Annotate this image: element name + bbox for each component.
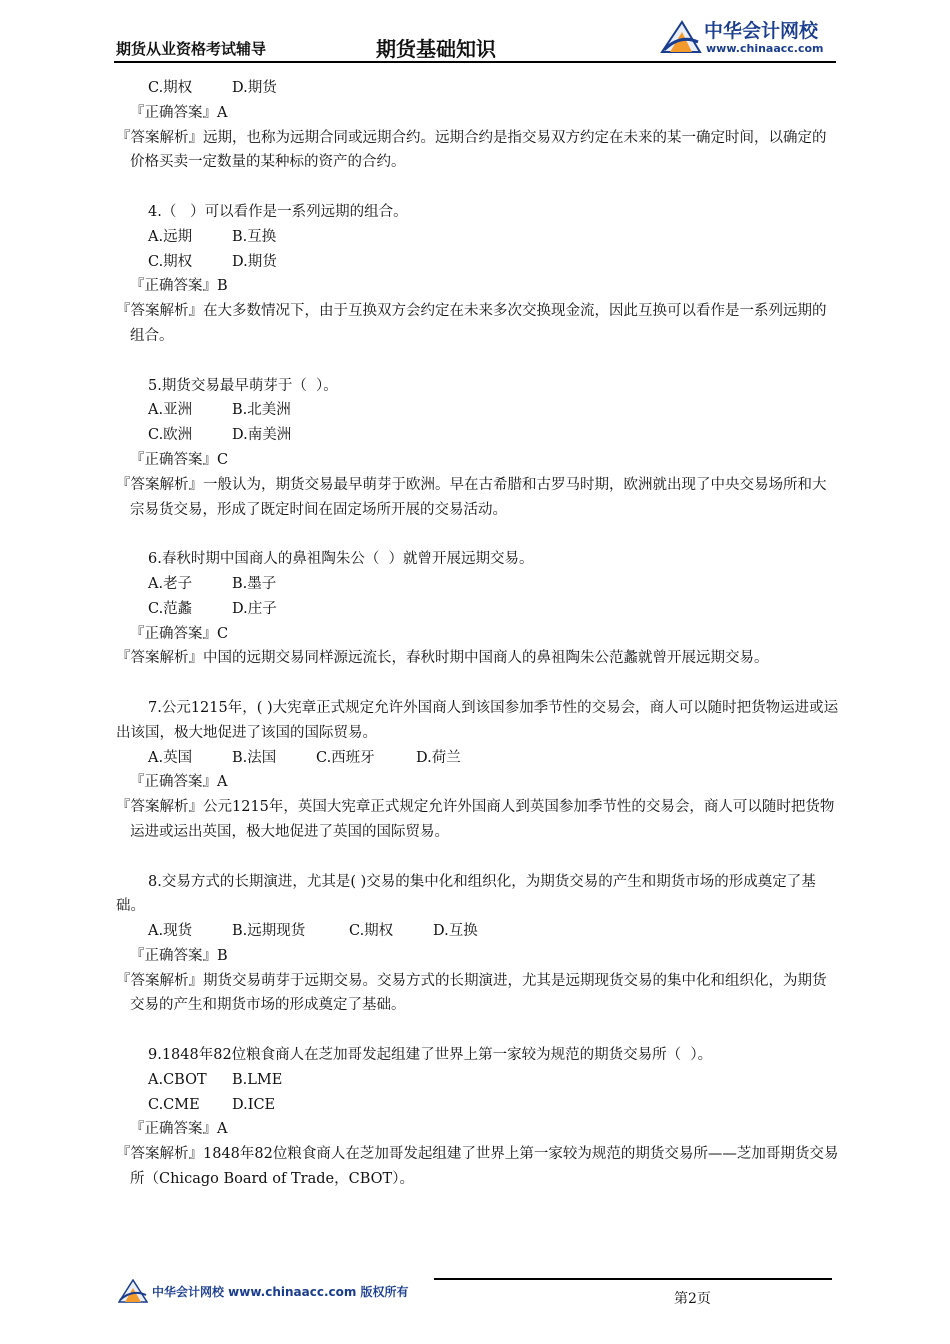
header-rule bbox=[114, 61, 836, 63]
option-row bbox=[116, 919, 840, 944]
page-header bbox=[0, 0, 950, 70]
logo-url: www.chinaacc.com bbox=[706, 42, 824, 55]
question-stem: 5.期货交易最早萌芽于（ ）。 bbox=[148, 377, 338, 394]
option: C.欧洲 bbox=[148, 427, 193, 444]
option-row bbox=[116, 572, 840, 597]
option: B.北美洲 bbox=[232, 402, 291, 419]
option: C.范蠡 bbox=[148, 600, 193, 617]
option: C.期权 bbox=[349, 923, 394, 940]
option: D.期货 bbox=[232, 253, 277, 270]
footer-rule bbox=[434, 1278, 832, 1280]
chinaacc-logo-icon bbox=[660, 20, 702, 54]
option: A.英国 bbox=[148, 749, 193, 766]
option-row bbox=[116, 1068, 840, 1093]
option: D.期货 bbox=[232, 80, 277, 96]
answer: 『正确答案』A bbox=[130, 774, 228, 791]
option: A.远期 bbox=[148, 228, 193, 245]
analysis: 『答案解析』1848年82位粮食商人在芝加哥发起组建了世界上第一家较为规范的期货交易所——芝加哥期货交易所（Chicago Board of Trade，CBOT）。 bbox=[116, 1146, 839, 1188]
logo-name: 中华会计网校 bbox=[704, 20, 819, 42]
option: B.墨子 bbox=[232, 575, 277, 592]
page-number: 第2页 bbox=[674, 1291, 711, 1307]
answer: 『正确答案』C bbox=[130, 451, 229, 468]
option-row bbox=[116, 746, 840, 771]
brand-logo bbox=[660, 14, 840, 60]
option: C.西班牙 bbox=[316, 749, 375, 766]
analysis: 『答案解析』中国的远期交易同样源远流长，春秋时期中国商人的鼻祖陶朱公范蠡就曾开展远期交易。 bbox=[116, 650, 769, 667]
option: C.期权 bbox=[148, 253, 193, 270]
answer: 『正确答案』B bbox=[130, 278, 228, 295]
question-stem: 7.公元1215年，( )大宪章正式规定允许外国商人到该国参加季节性的交易会，商人可以随时把货物运进或运出该国，极大地促进了该国的国际贸易。 bbox=[116, 699, 839, 741]
answer: 『正确答案』A bbox=[130, 1121, 228, 1138]
document-body bbox=[116, 76, 840, 1192]
answer: 『正确答案』A bbox=[130, 104, 228, 121]
answer: 『正确答案』C bbox=[130, 625, 229, 642]
option-row bbox=[116, 76, 840, 101]
option: D.ICE bbox=[232, 1096, 276, 1113]
chinaacc-logo-icon bbox=[118, 1279, 148, 1303]
option: B.互换 bbox=[232, 228, 277, 245]
analysis: 『答案解析』公元1215年，英国大宪章正式规定允许外国商人到英国参加季节性的交易会，商人可以随时把货物运进或运出英国，极大地促进了英国的国际贸易。 bbox=[116, 799, 835, 840]
subject-title: 期货基础知识 bbox=[376, 37, 496, 61]
question-stem: 9.1848年82位粮食商人在芝加哥发起组建了世界上第一家较为规范的期货交易所（ ）。 bbox=[148, 1047, 713, 1064]
option: B.远期现货 bbox=[232, 923, 306, 940]
analysis: 『答案解析』在大多数情况下，由于互换双方会约定在未来多次交换现金流，因此互换可以看作是一系列远期的组合。 bbox=[116, 303, 827, 344]
option: B.LME bbox=[232, 1071, 283, 1088]
option: A.CBOT bbox=[148, 1071, 207, 1088]
option: A.亚洲 bbox=[148, 402, 193, 419]
option-row bbox=[116, 423, 840, 448]
option: A.老子 bbox=[148, 575, 193, 592]
option-row bbox=[116, 597, 840, 622]
option: D.互换 bbox=[433, 923, 478, 940]
option: D.荷兰 bbox=[416, 749, 461, 766]
option-row bbox=[116, 398, 840, 423]
option: C.CME bbox=[148, 1096, 200, 1113]
option: B.法国 bbox=[232, 749, 277, 766]
option-row bbox=[116, 1093, 840, 1118]
option: D.庄子 bbox=[232, 600, 277, 617]
option-row bbox=[116, 225, 840, 250]
footer-copyright: 中华会计网校 www.chinaacc.com 版权所有 bbox=[152, 1285, 409, 1299]
option: D.南美洲 bbox=[232, 427, 292, 444]
answer: 『正确答案』B bbox=[130, 947, 228, 964]
analysis: 『答案解析』期货交易萌芽于远期交易。交易方式的长期演进，尤其是远期现货交易的集中化和组织化，为期货交易的产生和期货市场的形成奠定了基础。 bbox=[116, 972, 827, 1014]
question-stem: 6.春秋时期中国商人的鼻祖陶朱公（ ）就曾开展远期交易。 bbox=[148, 551, 534, 568]
analysis: 『答案解析』远期，也称为远期合同或远期合约。远期合约是指交易双方约定在未来的某一确定时间，以确定的价格买卖一定数量的某种标的资产的合约。 bbox=[116, 129, 827, 171]
option: C.期权 bbox=[148, 80, 193, 96]
question-stem: 4.（ ）可以看作是一系列远期的组合。 bbox=[148, 203, 408, 220]
exam-series-title: 期货从业资格考试辅导 bbox=[116, 40, 267, 58]
analysis: 『答案解析』一般认为，期货交易最早萌芽于欧洲。早在古希腊和古罗马时期，欧洲就出现了中央交易场所和大宗易货交易，形成了既定时间在固定场所开展的交易活动。 bbox=[116, 476, 827, 518]
option: A.现货 bbox=[148, 923, 193, 940]
option-row bbox=[116, 250, 840, 275]
question-stem: 8.交易方式的长期演进，尤其是( )交易的集中化和组织化，为期货交易的产生和期货市场的形成奠定了基础。 bbox=[116, 873, 816, 915]
